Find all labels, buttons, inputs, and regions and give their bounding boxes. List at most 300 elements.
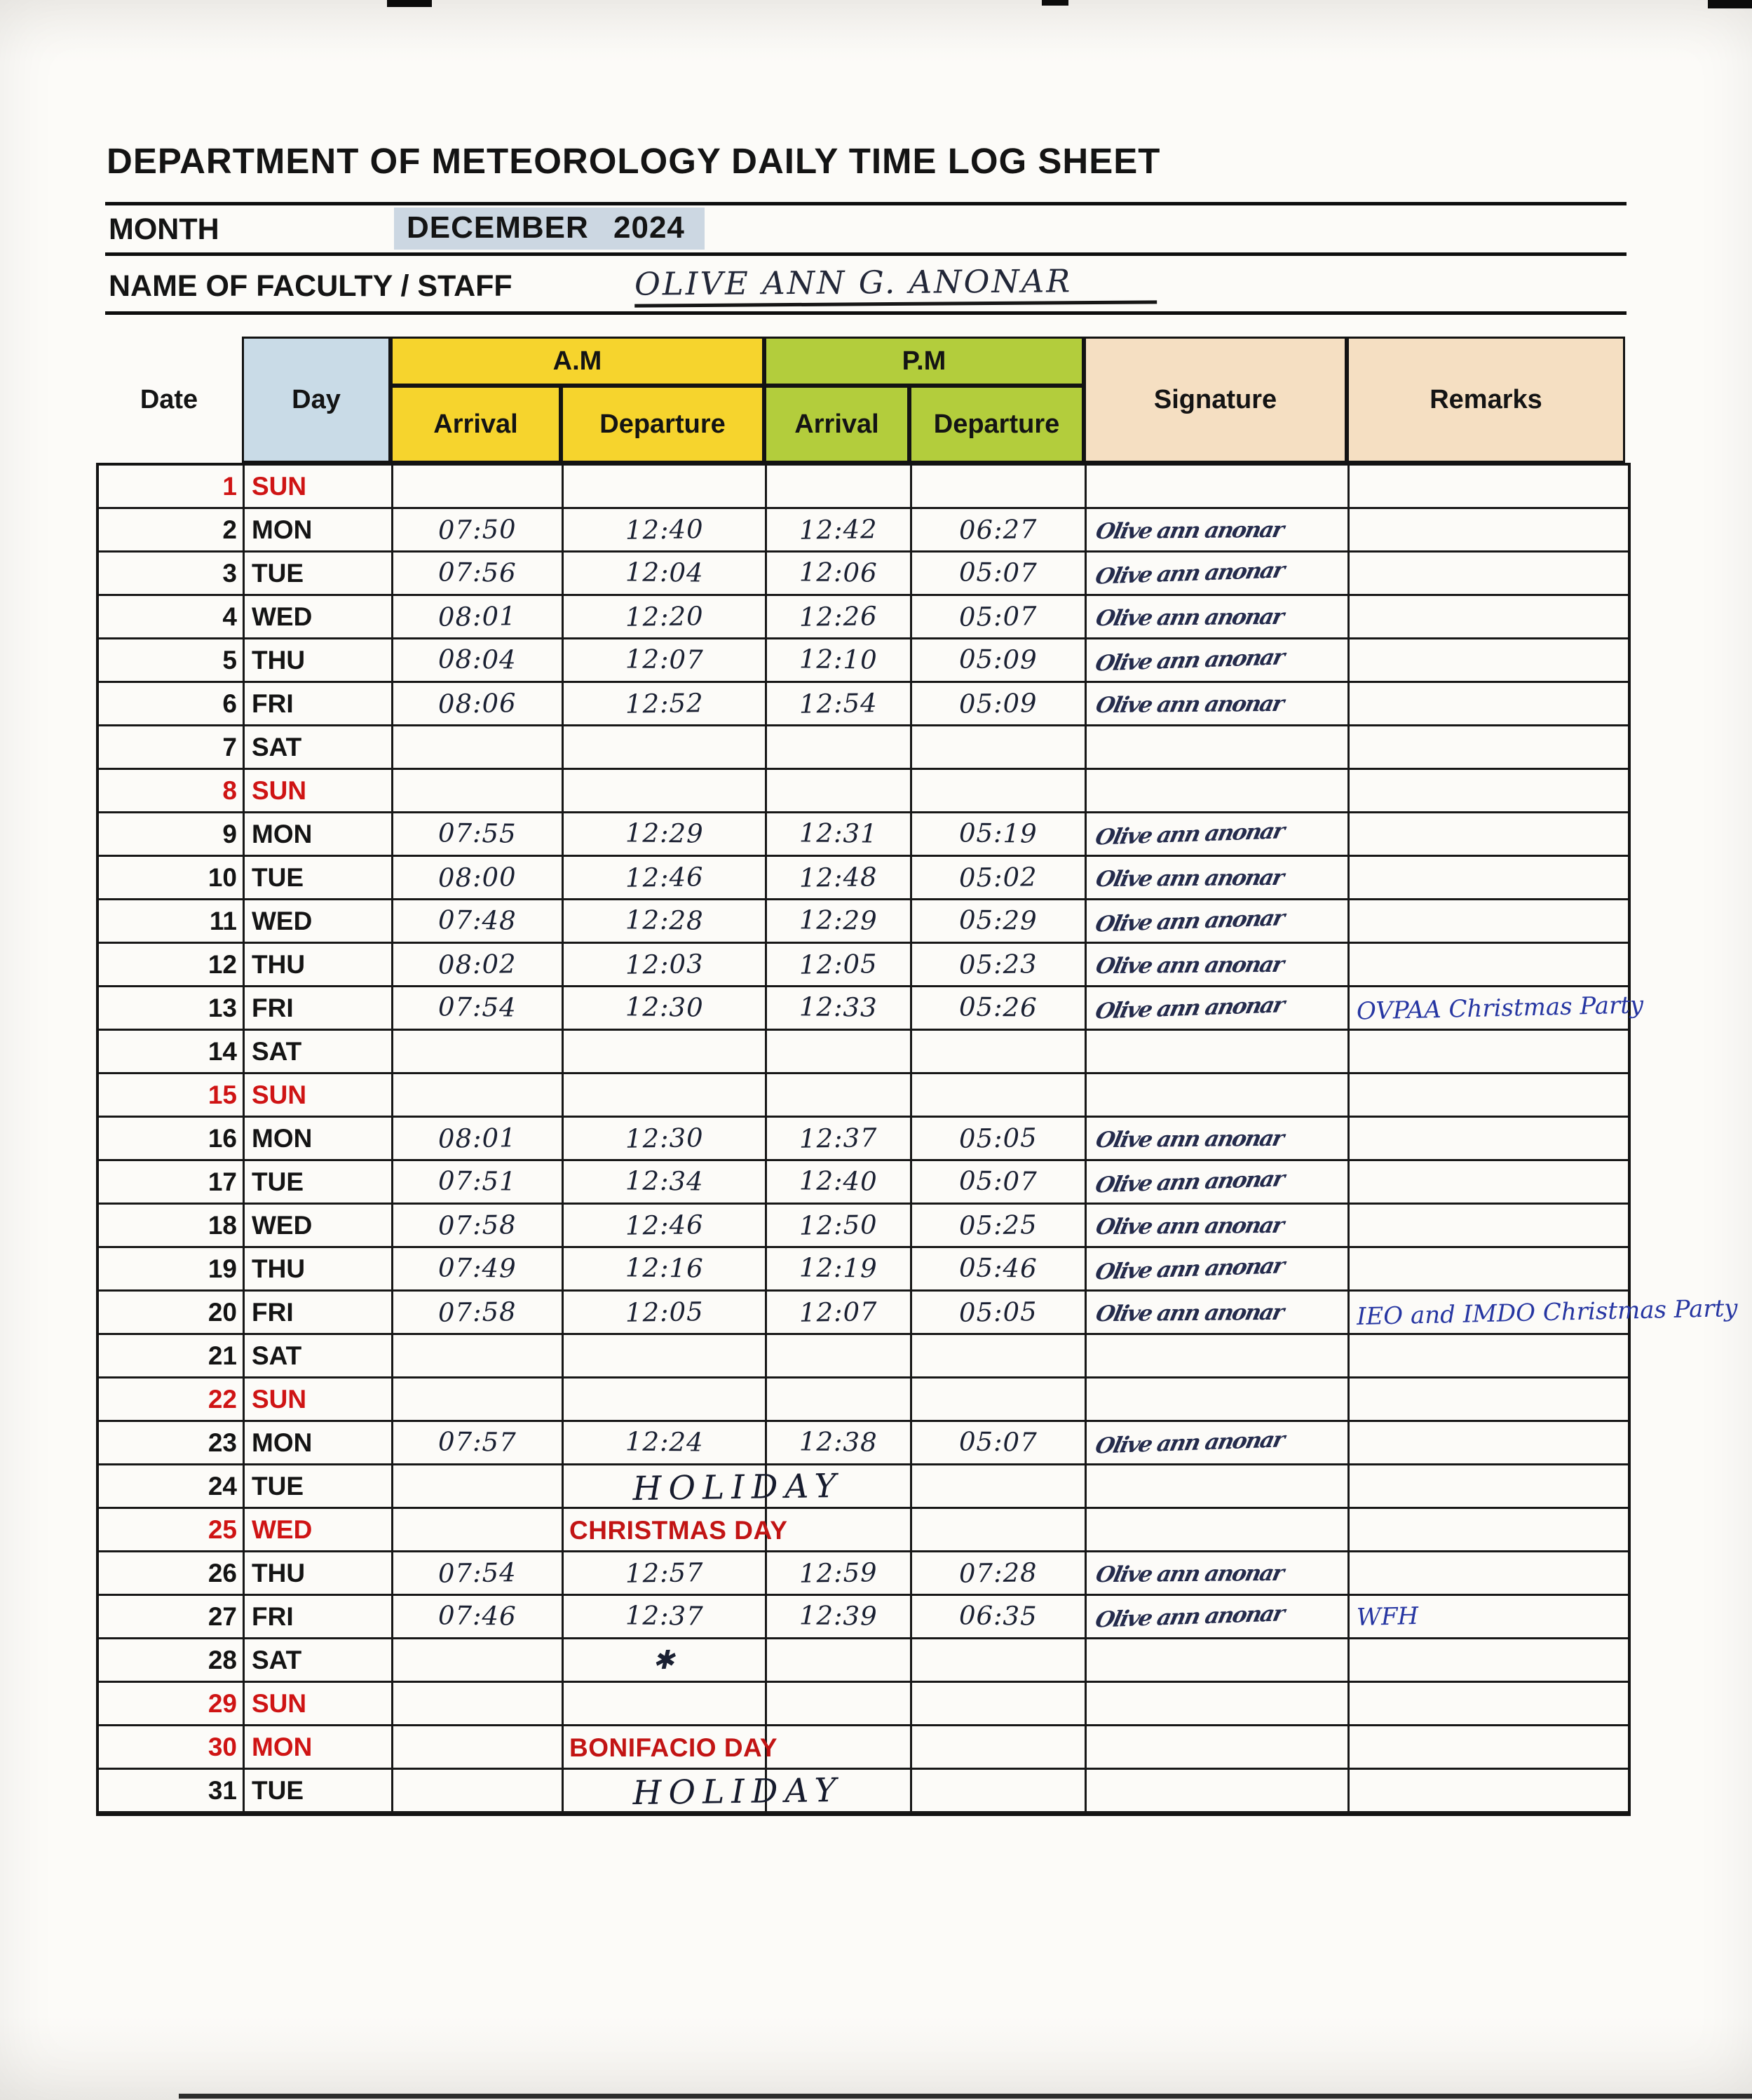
signature-cell (1087, 1639, 1350, 1683)
am-departure-time: ✱ (653, 1644, 676, 1676)
pm-departure-time: 05:23 (958, 949, 1038, 980)
day-value: THU (252, 1254, 306, 1283)
am-arrival-time: 07:57 (437, 1426, 517, 1458)
am-departure-cell (564, 770, 767, 813)
signature-cell (1087, 1726, 1350, 1770)
remarks-cell (1350, 553, 1628, 596)
pm-arrival-time: 12:37 (799, 1123, 878, 1154)
pm-departure-time: 05:19 (958, 818, 1038, 849)
pm-arrival-time: 12:07 (799, 1296, 878, 1328)
am-departure-cell (564, 1465, 767, 1509)
remarks-cell (1350, 1683, 1628, 1726)
table-row (99, 944, 1628, 987)
signature-cell (1087, 726, 1350, 770)
pm-arrival-time: 12:59 (799, 1557, 878, 1589)
am-departure-cell (564, 639, 767, 683)
am-arrival-time: 07:46 (437, 1600, 517, 1632)
pm-departure-cell (912, 770, 1087, 813)
am-departure-time: 12:24 (625, 1426, 704, 1458)
header-am-departure: Departure (561, 386, 764, 463)
signature-cell (1087, 1161, 1350, 1205)
day-value: WED (252, 906, 313, 935)
date-cell (99, 1335, 245, 1378)
pm-departure-cell (912, 1161, 1087, 1205)
pm-departure-cell (912, 1335, 1087, 1378)
day-cell (245, 1509, 393, 1552)
signature-cell (1087, 466, 1350, 509)
signature-cell (1087, 857, 1350, 900)
date-value: 16 (208, 1123, 237, 1153)
pm-arrival-cell (767, 813, 912, 857)
pm-arrival-cell (767, 509, 912, 553)
holiday-note: BONIFACIO DAY (569, 1733, 778, 1762)
pm-arrival-cell (767, 1509, 912, 1552)
scan-artifact (179, 2094, 1752, 2099)
am-departure-time: 12:37 (625, 1600, 704, 1632)
table-row (99, 1031, 1628, 1074)
am-departure-cell (564, 1596, 767, 1639)
date-value: 28 (208, 1645, 237, 1674)
am-departure-cell (564, 1248, 767, 1292)
table-row (99, 1074, 1628, 1118)
pm-arrival-cell (767, 857, 912, 900)
date-cell (99, 1292, 245, 1335)
date-cell (99, 1378, 245, 1422)
day-value: SAT (252, 732, 302, 761)
remarks-cell (1350, 1292, 1738, 1335)
table-row (99, 509, 1628, 553)
date-value: 25 (208, 1515, 237, 1544)
date-cell (99, 1161, 245, 1205)
remarks-cell (1350, 1596, 1628, 1639)
am-departure-cell (564, 466, 767, 509)
table-row (99, 726, 1628, 770)
date-value: 15 (208, 1080, 237, 1109)
am-departure-cell (564, 1378, 767, 1422)
am-departure-cell (564, 1074, 767, 1118)
pm-arrival-time: 12:48 (799, 862, 878, 893)
pm-arrival-cell (767, 1335, 912, 1378)
holiday-note: HOLIDAY (632, 1770, 843, 1813)
remarks-cell (1350, 770, 1628, 813)
date-value: 23 (208, 1428, 237, 1457)
am-arrival-cell (393, 1552, 564, 1596)
pm-arrival-cell (767, 1031, 912, 1074)
remarks-cell (1350, 596, 1628, 639)
pm-departure-cell (912, 509, 1087, 553)
remarks-cell (1350, 1335, 1628, 1378)
day-cell (245, 944, 393, 987)
pm-departure-cell (912, 1292, 1087, 1335)
pm-departure-cell (912, 1683, 1087, 1726)
day-cell (245, 1074, 393, 1118)
date-value: 20 (208, 1297, 237, 1327)
pm-departure-cell (912, 1509, 1087, 1552)
day-cell (245, 1683, 393, 1726)
pm-arrival-time: 12:38 (799, 1426, 878, 1458)
am-departure-cell (564, 1335, 767, 1378)
pm-departure-cell (912, 900, 1087, 944)
rule-under-title (105, 202, 1627, 205)
day-value: WED (252, 602, 313, 631)
am-departure-cell (564, 1770, 767, 1813)
am-departure-time: 12:29 (625, 818, 704, 849)
pm-arrival-time: 12:31 (799, 818, 878, 849)
am-arrival-time: 07:58 (437, 1210, 517, 1241)
pm-arrival-time: 12:05 (799, 949, 878, 980)
remarks-cell (1350, 683, 1628, 726)
day-cell (245, 509, 393, 553)
signature-scribble: Olive ann anonar (1093, 818, 1286, 851)
pm-departure-cell (912, 683, 1087, 726)
pm-arrival-time: 12:39 (799, 1600, 878, 1632)
signature-scribble: Olive ann anonar (1093, 1252, 1286, 1285)
day-value: MON (252, 1732, 313, 1761)
am-arrival-time: 07:56 (437, 557, 517, 588)
am-departure-cell (564, 857, 767, 900)
pm-departure-time: 05:26 (958, 991, 1038, 1023)
pm-departure-time: 05:07 (958, 1165, 1038, 1197)
am-departure-time: 12:30 (625, 1123, 704, 1154)
date-cell (99, 1770, 245, 1813)
date-cell (99, 1031, 245, 1074)
month-value: DECEMBER 2024 (394, 208, 705, 250)
am-departure-cell (564, 1118, 767, 1161)
date-cell (99, 1465, 245, 1509)
am-departure-time: 12:28 (625, 905, 704, 936)
pm-arrival-cell (767, 466, 912, 509)
am-departure-time: 12:46 (625, 862, 704, 893)
day-value: WED (252, 1210, 313, 1240)
signature-cell (1087, 1031, 1350, 1074)
table-row (99, 1335, 1628, 1378)
date-value: 11 (209, 906, 237, 935)
date-value: 5 (222, 645, 237, 675)
am-arrival-cell (393, 770, 564, 813)
pm-departure-time: 05:25 (958, 1210, 1038, 1241)
day-value: THU (252, 645, 306, 675)
date-value: 1 (222, 471, 237, 501)
am-departure-cell (564, 1552, 767, 1596)
am-departure-cell (564, 813, 767, 857)
pm-departure-time: 05:46 (958, 1252, 1038, 1284)
am-departure-cell (564, 683, 767, 726)
pm-arrival-cell (767, 1683, 912, 1726)
day-value: MON (252, 819, 313, 848)
am-arrival-cell (393, 1683, 564, 1726)
signature-cell (1087, 1509, 1350, 1552)
signature-cell (1087, 1292, 1350, 1335)
date-cell (99, 683, 245, 726)
am-departure-cell (564, 1205, 767, 1248)
am-arrival-time: 08:00 (437, 862, 517, 893)
am-departure-cell (564, 1509, 767, 1552)
table-row (99, 466, 1628, 509)
am-arrival-cell (393, 987, 564, 1031)
signature-cell (1087, 1248, 1350, 1292)
am-arrival-time: 07:54 (437, 1557, 517, 1589)
pm-departure-time: 07:28 (958, 1557, 1038, 1589)
pm-arrival-cell (767, 1161, 912, 1205)
date-cell (99, 1422, 245, 1465)
day-cell (245, 1118, 393, 1161)
table-row (99, 770, 1628, 813)
am-departure-time: 12:04 (625, 557, 704, 588)
day-cell (245, 466, 393, 509)
remarks-cell (1350, 639, 1628, 683)
pm-departure-cell (912, 1552, 1087, 1596)
remarks-cell (1350, 1161, 1628, 1205)
am-arrival-cell (393, 1161, 564, 1205)
table-row (99, 1161, 1628, 1205)
date-value: 27 (208, 1601, 237, 1631)
pm-departure-cell (912, 857, 1087, 900)
remarks-cell (1350, 1118, 1628, 1161)
signature-cell (1087, 1683, 1350, 1726)
header-remarks: Remarks (1347, 337, 1625, 463)
remarks-cell (1350, 1465, 1628, 1509)
pm-arrival-cell (767, 1770, 912, 1813)
date-cell (99, 1552, 245, 1596)
date-cell (99, 596, 245, 639)
date-value: 22 (208, 1384, 237, 1414)
signature-cell (1087, 770, 1350, 813)
pm-departure-cell (912, 1465, 1087, 1509)
pm-arrival-cell (767, 1552, 912, 1596)
day-value: SAT (252, 1341, 302, 1370)
remarks-cell (1350, 1509, 1628, 1552)
pm-departure-cell (912, 987, 1087, 1031)
pm-departure-time: 05:09 (958, 688, 1038, 719)
signature-cell (1087, 813, 1350, 857)
day-cell (245, 1161, 393, 1205)
date-cell (99, 466, 245, 509)
signature-scribble: Olive ann anonar (1093, 1600, 1286, 1633)
signature-scribble: Olive ann anonar (1093, 517, 1286, 544)
date-value: 6 (222, 689, 237, 718)
day-cell (245, 1422, 393, 1465)
am-departure-cell (564, 726, 767, 770)
am-departure-cell (564, 1292, 767, 1335)
pm-departure-time: 06:27 (958, 514, 1038, 546)
header-signature: Signature (1084, 337, 1347, 463)
pm-departure-cell (912, 1422, 1087, 1465)
table-row (99, 553, 1628, 596)
pm-departure-time: 05:07 (958, 557, 1038, 588)
table-row (99, 1770, 1628, 1813)
day-cell (245, 639, 393, 683)
day-cell (245, 726, 393, 770)
pm-departure-cell (912, 726, 1087, 770)
date-cell (99, 1683, 245, 1726)
pm-arrival-cell (767, 1118, 912, 1161)
day-cell (245, 857, 393, 900)
table-row (99, 1422, 1628, 1465)
pm-arrival-cell (767, 553, 912, 596)
signature-cell (1087, 1118, 1350, 1161)
signature-cell (1087, 1465, 1350, 1509)
am-arrival-time: 07:58 (437, 1296, 517, 1328)
pm-arrival-cell (767, 1378, 912, 1422)
day-value: TUE (252, 1775, 304, 1805)
signature-cell (1087, 1205, 1350, 1248)
date-value: 8 (222, 775, 237, 805)
pm-departure-cell (912, 1031, 1087, 1074)
am-departure-time: 12:57 (625, 1557, 704, 1589)
signature-scribble: Olive ann anonar (1093, 644, 1286, 677)
signature-scribble: Olive ann anonar (1093, 991, 1286, 1024)
date-value: 19 (208, 1254, 237, 1283)
day-cell (245, 1335, 393, 1378)
am-arrival-time: 07:49 (437, 1252, 517, 1284)
remark-text: OVPAA Christmas Party (1356, 990, 1644, 1026)
pm-departure-time: 05:05 (958, 1123, 1038, 1154)
date-cell (99, 553, 245, 596)
table-row (99, 1118, 1628, 1161)
day-cell (245, 1205, 393, 1248)
pm-arrival-cell (767, 1639, 912, 1683)
table-row (99, 1596, 1628, 1639)
signature-scribble: Olive ann anonar (1093, 1299, 1286, 1327)
day-value: FRI (252, 993, 294, 1022)
day-cell (245, 553, 393, 596)
pm-departure-time: 05:05 (958, 1296, 1038, 1328)
am-departure-cell (564, 900, 767, 944)
am-departure-time: 12:20 (625, 601, 704, 632)
am-arrival-cell (393, 900, 564, 944)
am-arrival-cell (393, 1118, 564, 1161)
date-value: 14 (208, 1036, 237, 1066)
am-arrival-cell (393, 1509, 564, 1552)
pm-arrival-cell (767, 1205, 912, 1248)
am-departure-time: 12:40 (625, 514, 704, 546)
remarks-cell (1350, 987, 1644, 1031)
am-arrival-cell (393, 1770, 564, 1813)
am-arrival-time: 07:55 (437, 818, 517, 849)
day-cell (245, 1552, 393, 1596)
day-cell (245, 683, 393, 726)
signature-scribble: Olive ann anonar (1093, 1125, 1286, 1153)
holiday-note: HOLIDAY (632, 1466, 843, 1508)
day-cell (245, 1248, 393, 1292)
am-departure-cell (564, 509, 767, 553)
table-row (99, 1552, 1628, 1596)
am-arrival-time: 07:54 (437, 991, 517, 1023)
pm-departure-cell (912, 639, 1087, 683)
date-cell (99, 770, 245, 813)
pm-arrival-time: 12:33 (799, 991, 878, 1023)
pm-arrival-time: 12:54 (799, 688, 878, 719)
signature-cell (1087, 944, 1350, 987)
date-cell (99, 639, 245, 683)
signature-cell (1087, 1422, 1350, 1465)
pm-departure-time: 05:09 (958, 644, 1038, 675)
pm-departure-cell (912, 813, 1087, 857)
pm-departure-cell (912, 596, 1087, 639)
day-value: SAT (252, 1645, 302, 1674)
day-cell (245, 1378, 393, 1422)
am-arrival-cell (393, 1031, 564, 1074)
rule-under-name (105, 311, 1627, 315)
am-arrival-time: 08:02 (437, 949, 517, 980)
signature-cell (1087, 900, 1350, 944)
pm-departure-cell (912, 944, 1087, 987)
faculty-name-label: NAME OF FACULTY / STAFF (109, 269, 512, 303)
pm-departure-cell (912, 1205, 1087, 1248)
am-arrival-cell (393, 944, 564, 987)
pm-arrival-cell (767, 900, 912, 944)
pm-arrival-time: 12:29 (799, 905, 878, 936)
am-arrival-cell (393, 1596, 564, 1639)
pm-arrival-cell (767, 1248, 912, 1292)
am-arrival-cell (393, 1726, 564, 1770)
date-cell (99, 987, 245, 1031)
date-cell (99, 1596, 245, 1639)
table-row (99, 639, 1628, 683)
remarks-cell (1350, 1770, 1628, 1813)
am-arrival-cell (393, 1248, 564, 1292)
am-departure-cell (564, 553, 767, 596)
pm-departure-time: 05:07 (958, 601, 1038, 632)
am-arrival-cell (393, 1292, 564, 1335)
signature-cell (1087, 509, 1350, 553)
day-cell (245, 1726, 393, 1770)
am-arrival-time: 07:50 (437, 514, 517, 546)
scan-artifact (1708, 0, 1752, 8)
date-value: 30 (208, 1732, 237, 1761)
am-arrival-cell (393, 683, 564, 726)
remarks-cell (1350, 1552, 1628, 1596)
date-cell (99, 726, 245, 770)
day-value: FRI (252, 1601, 294, 1631)
signature-cell (1087, 1335, 1350, 1378)
remarks-cell (1350, 1422, 1628, 1465)
day-value: SUN (252, 1384, 307, 1414)
header-date: Date (140, 384, 198, 414)
am-arrival-cell (393, 1074, 564, 1118)
signature-scribble: Olive ann anonar (1093, 1165, 1286, 1198)
remarks-cell (1350, 944, 1628, 987)
day-value: MON (252, 515, 313, 544)
am-arrival-cell (393, 1205, 564, 1248)
signature-scribble: Olive ann anonar (1093, 951, 1286, 979)
table-row (99, 1683, 1628, 1726)
signature-scribble: Olive ann anonar (1093, 1212, 1286, 1240)
signature-scribble: Olive ann anonar (1093, 905, 1286, 937)
scan-artifact (1042, 0, 1068, 6)
am-departure-cell (564, 1683, 767, 1726)
date-cell (99, 1726, 245, 1770)
am-departure-time: 12:30 (625, 991, 704, 1023)
signature-cell (1087, 1596, 1350, 1639)
remarks-cell (1350, 1726, 1628, 1770)
pm-departure-cell (912, 1248, 1087, 1292)
day-value: MON (252, 1428, 313, 1457)
signature-scribble: Olive ann anonar (1093, 865, 1286, 892)
header-am-arrival: Arrival (391, 386, 561, 463)
table-row (99, 1378, 1628, 1422)
header-pm-departure: Departure (909, 386, 1084, 463)
header-am: A.M (391, 337, 764, 386)
table-row (99, 1292, 1738, 1335)
table-row (99, 683, 1628, 726)
date-cell (99, 509, 245, 553)
pm-departure-cell (912, 553, 1087, 596)
signature-cell (1087, 639, 1350, 683)
pm-departure-cell (912, 1770, 1087, 1813)
date-value: 12 (208, 949, 237, 979)
remarks-cell (1350, 1639, 1628, 1683)
